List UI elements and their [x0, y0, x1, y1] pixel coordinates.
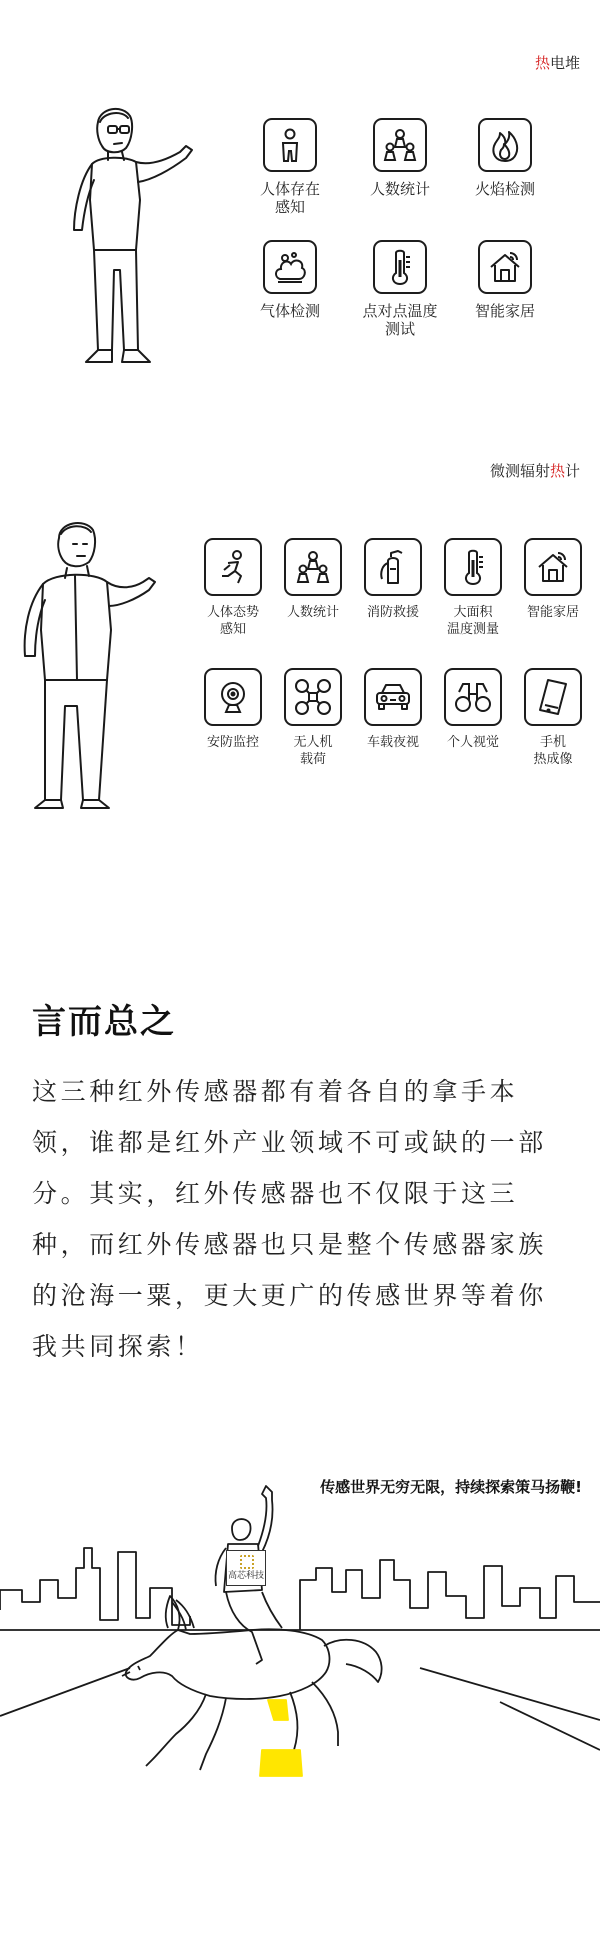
feature-card: 安防监控	[193, 668, 273, 751]
camera-icon	[204, 668, 262, 726]
running-person-icon	[204, 538, 262, 596]
feature-card: 人数统计	[350, 118, 450, 198]
microbolometer-section	[0, 400, 600, 820]
feature-card: 人数统计	[273, 538, 353, 621]
fire-extinguisher-icon	[364, 538, 422, 596]
feature-card: 智能家居	[513, 538, 593, 621]
rider-badge: 高芯科技	[226, 1550, 266, 1586]
summary-paragraph: 这三种红外传感器都有着各自的拿手本领，谁都是红外产业领域不可或缺的一部分。其实，红外传感器也不仅限于这三种，而红外传感器也只是整个传感器家族的沧海一粟，更大更广的传感世界等着你我共同探索！	[32, 1077, 547, 1361]
feature-card: 人体存在 感知	[240, 118, 340, 216]
feature-card: 无人机 载荷	[273, 668, 353, 768]
thermometer-icon	[373, 240, 427, 294]
person-presence-icon	[263, 118, 317, 172]
feature-card: 火焰检测	[455, 118, 555, 198]
gas-icon	[263, 240, 317, 294]
feature-card: 人体态势 感知	[193, 538, 273, 638]
presenter-illustration	[15, 510, 165, 810]
feature-card: 智能家居	[455, 240, 555, 320]
feature-card: 手机 热成像	[513, 668, 593, 768]
presenter-illustration	[40, 100, 200, 380]
summary-section	[0, 960, 600, 1400]
finale-slogan: 传感世界无穷无限，持续探索策马扬鞭!	[320, 1478, 582, 1496]
badge-logo-icon	[240, 1555, 254, 1569]
drone-icon	[284, 668, 342, 726]
rider-scene-illustration	[0, 1420, 600, 1947]
flame-icon	[478, 118, 532, 172]
thermometer-icon	[444, 538, 502, 596]
people-count-icon	[284, 538, 342, 596]
phone-icon	[524, 668, 582, 726]
feature-card: 点对点温度 测试	[350, 240, 450, 338]
feature-card: 个人视觉	[433, 668, 513, 751]
thermopile-section	[0, 0, 600, 400]
feature-card: 消防救援	[353, 538, 433, 621]
feature-card: 大面积 温度测量	[433, 538, 513, 638]
summary-title: 言而总之	[32, 1002, 176, 1042]
car-icon	[364, 668, 422, 726]
people-count-icon	[373, 118, 427, 172]
finale-section	[0, 1420, 600, 1947]
section-tag: 微测辐射热计	[489, 462, 580, 480]
smart-home-icon	[524, 538, 582, 596]
feature-card: 气体检测	[240, 240, 340, 320]
feature-card: 车载夜视	[353, 668, 433, 751]
smart-home-icon	[478, 240, 532, 294]
binoculars-icon	[444, 668, 502, 726]
section-tag: 热电堆	[534, 54, 580, 72]
